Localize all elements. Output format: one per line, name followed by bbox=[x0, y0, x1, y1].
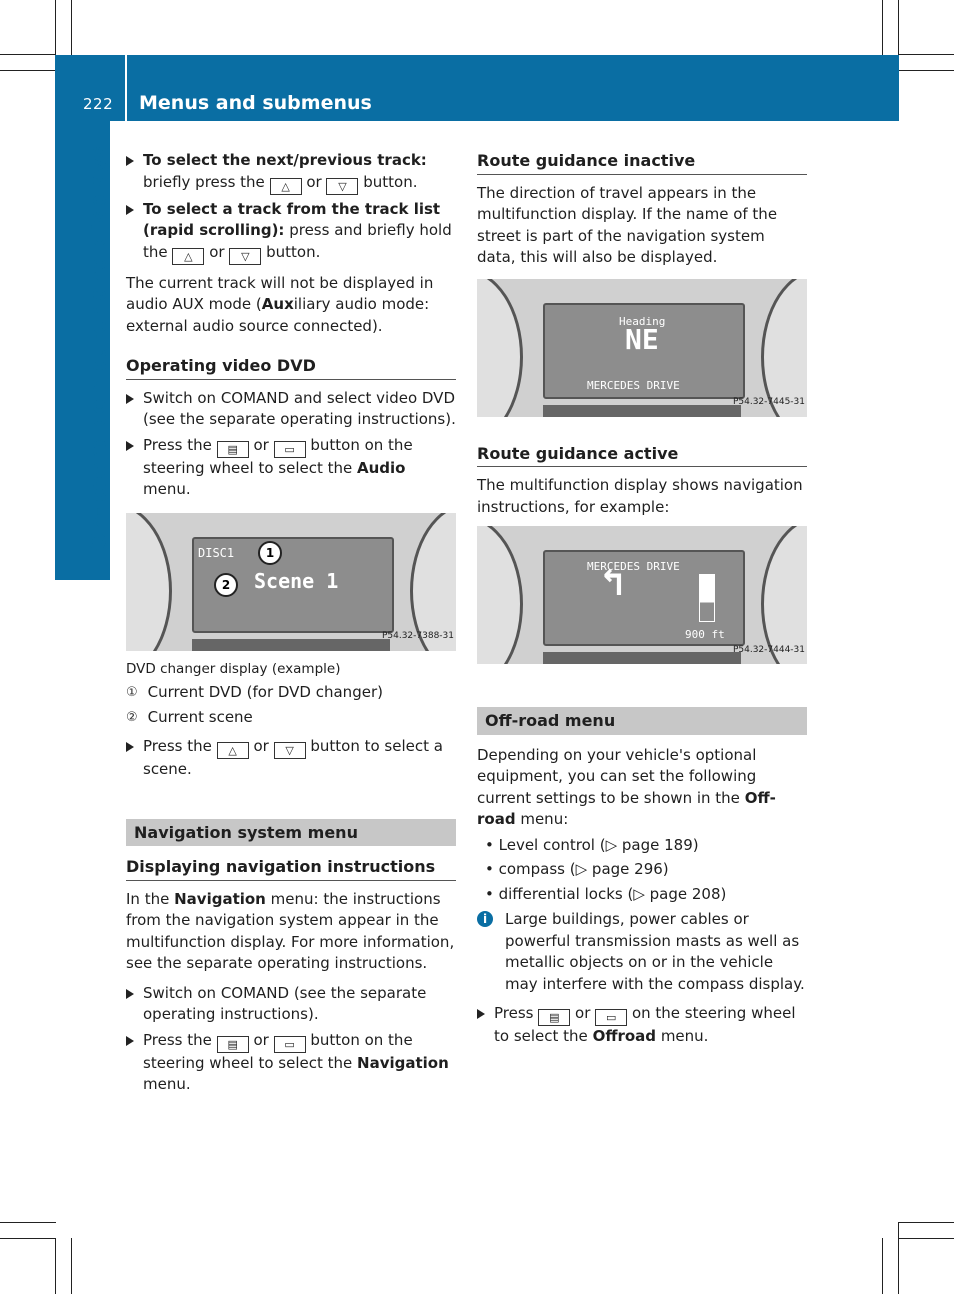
or-text: or bbox=[575, 1004, 591, 1022]
step-next-prev-track bbox=[126, 150, 456, 195]
step-text: briefly press the bbox=[143, 172, 265, 191]
image-caption: DVD changer display (example) bbox=[126, 660, 341, 677]
info-note bbox=[477, 909, 807, 995]
image-code: P54.32-7445-31 bbox=[732, 397, 805, 407]
step-text: press and briefly hold the bbox=[143, 221, 452, 261]
crop-mark bbox=[0, 70, 56, 71]
step-text: Press the bbox=[143, 737, 212, 755]
page-title: Menus and submenus bbox=[139, 92, 372, 114]
step-switch-on-comand bbox=[126, 983, 456, 1026]
text: Depending on your vehicle's optional equipment, you can set the following current settings to be shown in the bbox=[477, 745, 757, 807]
step-select-scene bbox=[126, 736, 456, 781]
multifunction-display bbox=[543, 303, 745, 399]
text: In the bbox=[126, 889, 170, 908]
crop-mark bbox=[898, 1222, 899, 1294]
street-label: MERCEDES DRIVE bbox=[587, 560, 680, 573]
step-text: menu. bbox=[143, 480, 191, 498]
crop-mark bbox=[882, 1238, 883, 1294]
text: menu: the instructions from the navigation system appear in the multifunction display. For more information, see the separate operating instructions. bbox=[126, 889, 455, 972]
crop-mark bbox=[71, 1238, 72, 1294]
text-bold: Navigation bbox=[357, 1053, 449, 1072]
crop-mark bbox=[882, 0, 883, 56]
step-arrow-icon bbox=[126, 205, 134, 215]
text-bold: Navigation bbox=[174, 889, 266, 908]
bullet-level-control: • Level control (▷ page 189) bbox=[485, 835, 699, 854]
section-heading-active: Route guidance active bbox=[477, 443, 807, 468]
menu-forward-key-icon: ▭ bbox=[274, 441, 306, 458]
step-text: button on the steering wheel to select the bbox=[143, 435, 413, 477]
note-text: Large buildings, power cables or powerful transmission masts as well as metallic objects on or in the vehicle may interfere with the compass display. bbox=[505, 910, 805, 993]
step-track-list bbox=[126, 199, 456, 265]
legend-item bbox=[126, 707, 456, 729]
step-arrow-icon bbox=[126, 156, 134, 166]
step-title: To select a track from the track list (rapid scrolling): bbox=[143, 199, 441, 239]
crop-mark bbox=[0, 1222, 56, 1223]
gauge-left bbox=[477, 526, 523, 664]
image-code: P54.32-7444-31 bbox=[732, 644, 805, 655]
step-arrow-icon bbox=[126, 989, 134, 999]
step-select-navigation bbox=[126, 1030, 456, 1096]
crop-mark bbox=[898, 0, 899, 56]
crop-mark bbox=[898, 1238, 954, 1239]
menu-forward-key-icon: ▭ bbox=[595, 1009, 627, 1026]
crop-mark bbox=[55, 0, 56, 56]
legend-number: ② bbox=[126, 709, 138, 725]
distance-label: 900 ft bbox=[685, 628, 725, 641]
menu-forward-key-icon: ▭ bbox=[274, 1036, 306, 1053]
turn-left-arrow-icon: ↰ bbox=[601, 560, 624, 604]
display-strip bbox=[192, 639, 390, 651]
legend-text: Current DVD (for DVD changer) bbox=[147, 683, 383, 701]
display-strip bbox=[543, 405, 741, 417]
or-text: or bbox=[306, 172, 322, 191]
active-paragraph: The multifunction display shows navigation instructions, for example: bbox=[477, 476, 803, 516]
step-text: button to select a scene. bbox=[143, 737, 443, 778]
text-bold: Offroad bbox=[592, 1027, 657, 1045]
step-text: menu. bbox=[660, 1027, 709, 1045]
display-strip bbox=[543, 652, 741, 664]
up-arrow-key-icon: △ bbox=[270, 178, 302, 195]
step-select-offroad bbox=[477, 1003, 807, 1048]
step-arrow-icon bbox=[126, 441, 134, 451]
menu-back-key-icon: ▤ bbox=[217, 441, 249, 458]
callout-2: 2 bbox=[214, 573, 238, 597]
step-text: Press the bbox=[143, 1030, 212, 1049]
or-text: or bbox=[253, 1030, 269, 1049]
offroad-paragraph bbox=[477, 745, 807, 831]
step-title: To select the next/previous track: bbox=[143, 151, 427, 169]
crop-mark bbox=[898, 1222, 954, 1223]
crop-mark bbox=[898, 54, 954, 55]
or-text: or bbox=[209, 242, 225, 261]
section-offroad-menu: Off-road menu bbox=[477, 707, 807, 735]
step-text: Switch on COMAND and select video DVD (see the separate operating instructions). bbox=[143, 388, 456, 428]
multifunction-display bbox=[192, 537, 394, 633]
crop-mark bbox=[0, 54, 56, 55]
disc-label: DISC1 bbox=[198, 545, 235, 560]
route-display-image bbox=[477, 526, 807, 664]
section-heading-dvd: Operating video DVD bbox=[126, 355, 456, 380]
right-column bbox=[477, 150, 807, 1052]
or-text: or bbox=[253, 737, 269, 755]
gauge-left bbox=[126, 513, 172, 651]
section-heading-nav: Displaying navigation instructions bbox=[126, 856, 456, 881]
crop-mark bbox=[71, 0, 72, 56]
text-bold: Aux bbox=[261, 295, 294, 313]
text-bold: Off-road bbox=[477, 788, 776, 828]
heading-label: Heading bbox=[619, 314, 666, 328]
or-text: or bbox=[253, 435, 269, 454]
text-bold: Audio bbox=[357, 458, 406, 477]
chapter-title: On-board computer and displays bbox=[86, 145, 112, 551]
bullet-differential-locks: • differential locks (▷ page 208) bbox=[485, 884, 727, 903]
menu-back-key-icon: ▤ bbox=[538, 1009, 570, 1026]
step-text: menu. bbox=[143, 1075, 191, 1093]
multifunction-display bbox=[543, 550, 745, 646]
up-arrow-key-icon: △ bbox=[172, 248, 204, 265]
distance-bar bbox=[699, 574, 715, 622]
down-arrow-key-icon: ▽ bbox=[229, 248, 261, 265]
step-text: Switch on COMAND (see the separate operating instructions). bbox=[143, 983, 427, 1023]
text: iliary audio mode: external audio source connected). bbox=[126, 295, 430, 335]
legend-item bbox=[126, 682, 456, 704]
inactive-paragraph: The direction of travel appears in the multifunction display. If the name of the street is part of the navigation system data, this will also be displayed. bbox=[477, 183, 778, 266]
down-arrow-key-icon: ▽ bbox=[274, 742, 306, 759]
heading-value: NE bbox=[625, 322, 659, 356]
text: The current track will not be displayed in audio AUX mode ( bbox=[126, 273, 434, 313]
info-icon: i bbox=[477, 911, 493, 927]
step-arrow-icon bbox=[126, 394, 134, 404]
heading-display-image bbox=[477, 279, 807, 417]
step-text: Press the bbox=[143, 435, 212, 454]
gauge-left bbox=[477, 279, 523, 417]
bullet-compass: • compass (▷ page 296) bbox=[485, 860, 669, 878]
step-arrow-icon bbox=[126, 1036, 134, 1046]
down-arrow-key-icon: ▽ bbox=[326, 178, 358, 195]
legend-number: ① bbox=[126, 685, 138, 700]
step-text: Press bbox=[494, 1004, 534, 1022]
header-divider bbox=[125, 55, 127, 121]
crop-mark bbox=[898, 70, 954, 71]
step-arrow-icon bbox=[477, 1009, 485, 1019]
scene-label: Scene 1 bbox=[254, 568, 339, 593]
dvd-display-image bbox=[126, 513, 456, 651]
step-text: button on the steering wheel to select the bbox=[143, 1030, 413, 1072]
left-column bbox=[126, 150, 456, 1100]
legend-text: Current scene bbox=[147, 707, 253, 726]
crop-mark bbox=[0, 1238, 56, 1239]
up-arrow-key-icon: △ bbox=[217, 742, 249, 759]
callout-1: 1 bbox=[258, 541, 282, 565]
image-code: P54.32-7388-31 bbox=[381, 631, 454, 641]
nav-paragraph bbox=[126, 889, 456, 975]
step-select-audio bbox=[126, 435, 456, 501]
section-heading-inactive: Route guidance inactive bbox=[477, 150, 807, 175]
step-text: on the steering wheel to select the bbox=[494, 1004, 796, 1045]
step-arrow-icon bbox=[126, 742, 134, 752]
step-switch-on-dvd bbox=[126, 388, 456, 431]
text: menu: bbox=[520, 810, 569, 828]
street-label: MERCEDES DRIVE bbox=[587, 378, 680, 392]
step-text: button. bbox=[363, 172, 418, 191]
menu-back-key-icon: ▤ bbox=[217, 1036, 249, 1053]
page-number: 222 bbox=[83, 95, 114, 113]
aux-paragraph bbox=[126, 273, 456, 338]
section-navigation-menu: Navigation system menu bbox=[126, 819, 456, 847]
crop-mark bbox=[55, 1238, 56, 1294]
step-text: button. bbox=[266, 242, 321, 261]
page-header bbox=[55, 55, 899, 121]
